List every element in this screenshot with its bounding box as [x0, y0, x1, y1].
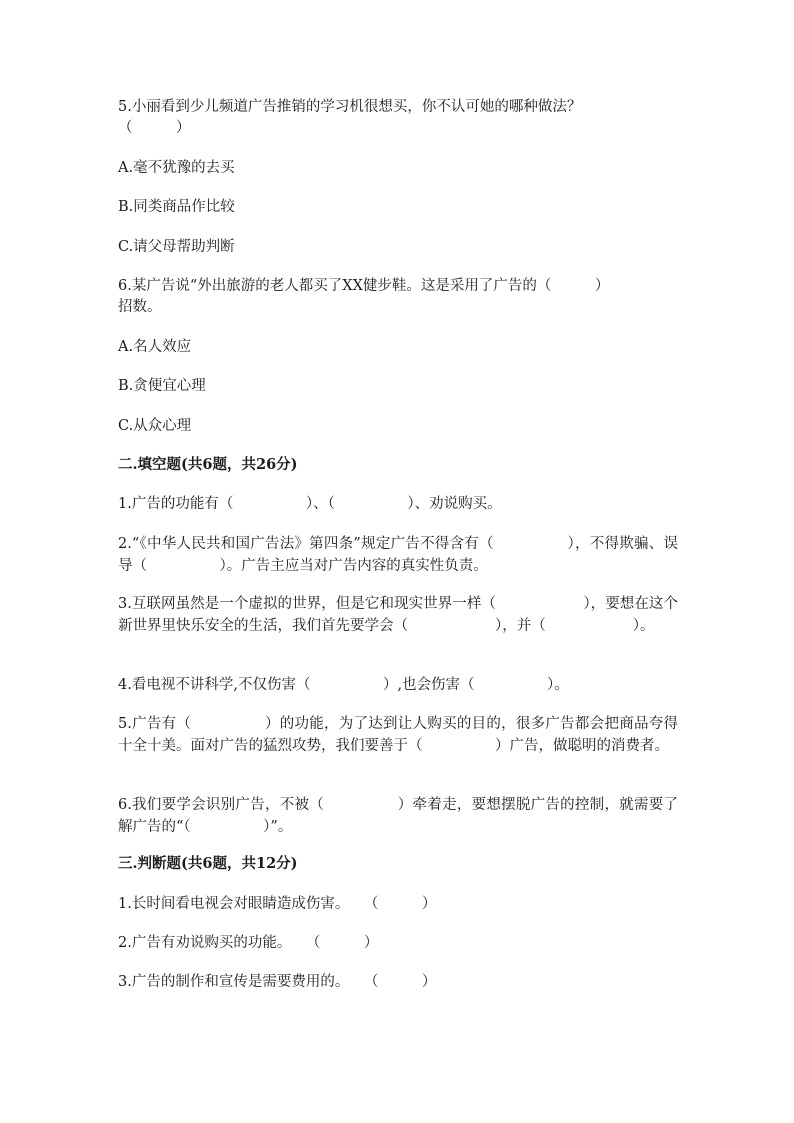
mc-q5-option-b: B.同类商品作比较 — [118, 199, 235, 215]
mc-q6-stem-cont: 招数。 — [118, 299, 162, 315]
fill-q6: 6.我们要学会识别广告，不被（ ）牵着走，要想摆脱广告的控制，就需要了解广告的“（ ）”。 — [118, 797, 678, 835]
judge-q2: 2.广告有劝说购买的功能。 （ ） — [118, 935, 379, 951]
mc-q5-option-c: C.请父母帮助判断 — [118, 239, 235, 255]
fill-q4: 4.看电视不讲科学,不仅伤害（ ）,也会伤害（ ）。 — [118, 677, 569, 693]
fill-q1: 1.广告的功能有（ ）、（ ）、劝说购买。 — [118, 496, 502, 512]
judge-q3: 3.广告的制作和宣传是需要费用的。 （ ） — [118, 974, 437, 990]
judge-section-heading: 三.判断题(共6题，共12分) — [118, 855, 298, 872]
fill-q3: 3.互联网虽然是一个虚拟的世界，但是它和现实世界一样（ ），要想在这个新世界里快乐安全的生活，我们首先要学会（ ），并（ ）。 — [118, 596, 678, 634]
fill-section-heading: 二.填空题(共6题，共26分) — [118, 456, 298, 473]
mc-q5-answer-paren: （ ） — [118, 120, 191, 136]
fill-q2: 2.“《中华人民共和国广告法》第四条”规定广告不得含有（ ），不得欺骗、误导（ ）。广告主应当对广告内容的真实性负责。 — [118, 536, 678, 574]
mc-q6-option-a: A.名人效应 — [118, 339, 192, 355]
fill-q5: 5.广告有（ ）的功能，为了达到让人购买的目的，很多广告都会把商品夸得十全十美。面对广告的猛烈攻势，我们要善于（ ）广告，做聪明的消费者。 — [118, 716, 678, 754]
mc-q5-option-a: A.毫不犹豫的去买 — [118, 160, 235, 176]
judge-q1: 1.长时间看电视会对眼睛造成伤害。 （ ） — [118, 896, 437, 912]
mc-q6-stem: 6.某广告说“外出旅游的老人都买了XX健步鞋。这是采用了广告的（ ） — [118, 278, 610, 294]
mc-q5-stem: 5.小丽看到少儿频道广告推销的学习机很想买，你不认可她的哪种做法？ — [118, 99, 582, 115]
mc-q6-option-c: C.从众心理 — [118, 418, 192, 434]
mc-q6-option-b: B.贪便宜心理 — [118, 378, 206, 394]
